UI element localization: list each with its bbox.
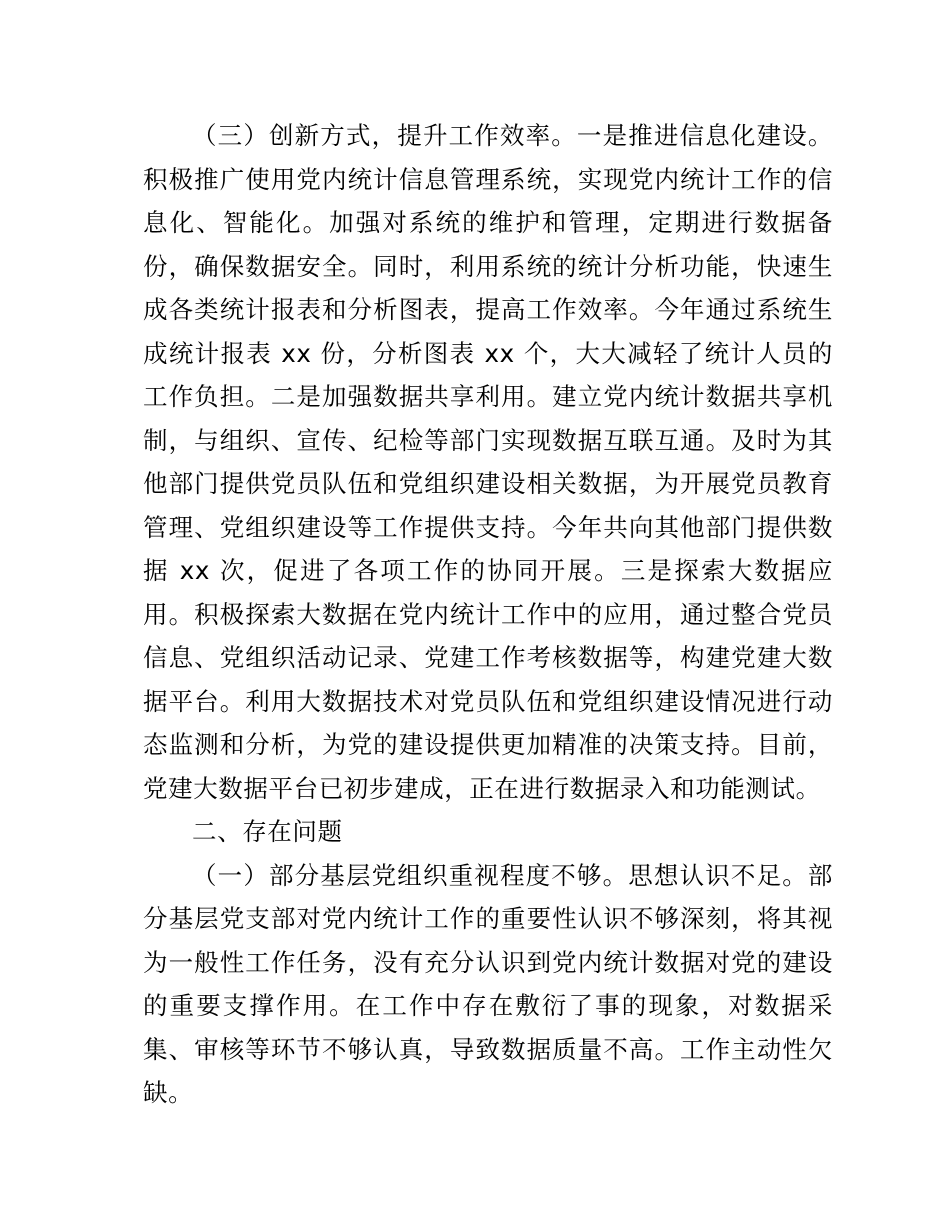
- paragraph-insufficient-attention: （一）部分基层党组织重视程度不够。思想认识不足。部分基层党支部对党内统计工作的重要性认识不够深刻，将其视为一般性工作任务，没有充分认识到党内统计数据对党的建设的重要支撑作用。在工作中存在敷衍了事的现象，对数据采集、审核等环节不够认真，导致数据质量不高。工作主动性欠缺。: [143, 860, 833, 1107]
- paragraph-innovation-methods: （三）创新方式，提升工作效率。一是推进信息化建设。积极推广使用党内统计信息管理系统，实现党内统计工作的信息化、智能化。加强对系统的维护和管理，定期进行数据备份，确保数据安全。同时，利用系统的统计分析功能，快速生成各类统计报表和分析图表，提高工作效率。今年通过系统生成统计报表 xx 份，分析图表 xx 个，大大减轻了统计人员的工作负担。二是加强数据共享利用。建立党内统计数据共享机制，与组织、宣传、纪检等部门实现数据互联互通。及时为其他部门提供党员队伍和党组织建设相关数据，为开展党员教育管理、党组织建设等工作提供支持。今年共向其他部门提供数据 xx 次，促进了各项工作的协同开展。三是探索大数据应用。积极探索大数据在党内统计工作中的应用，通过整合党员信息、党组织活动记录、党建工作考核数据等，构建党建大数据平台。利用大数据技术对党员队伍和党组织建设情况进行动态监测和分析，为党的建设提供更加精准的决策支持。目前，党建大数据平台已初步建成，正在进行数据录入和功能测试。: [143, 121, 833, 803]
- document-body: [143, 114, 833, 1115]
- section-heading-existing-problems: 二、存在问题: [192, 817, 343, 846]
